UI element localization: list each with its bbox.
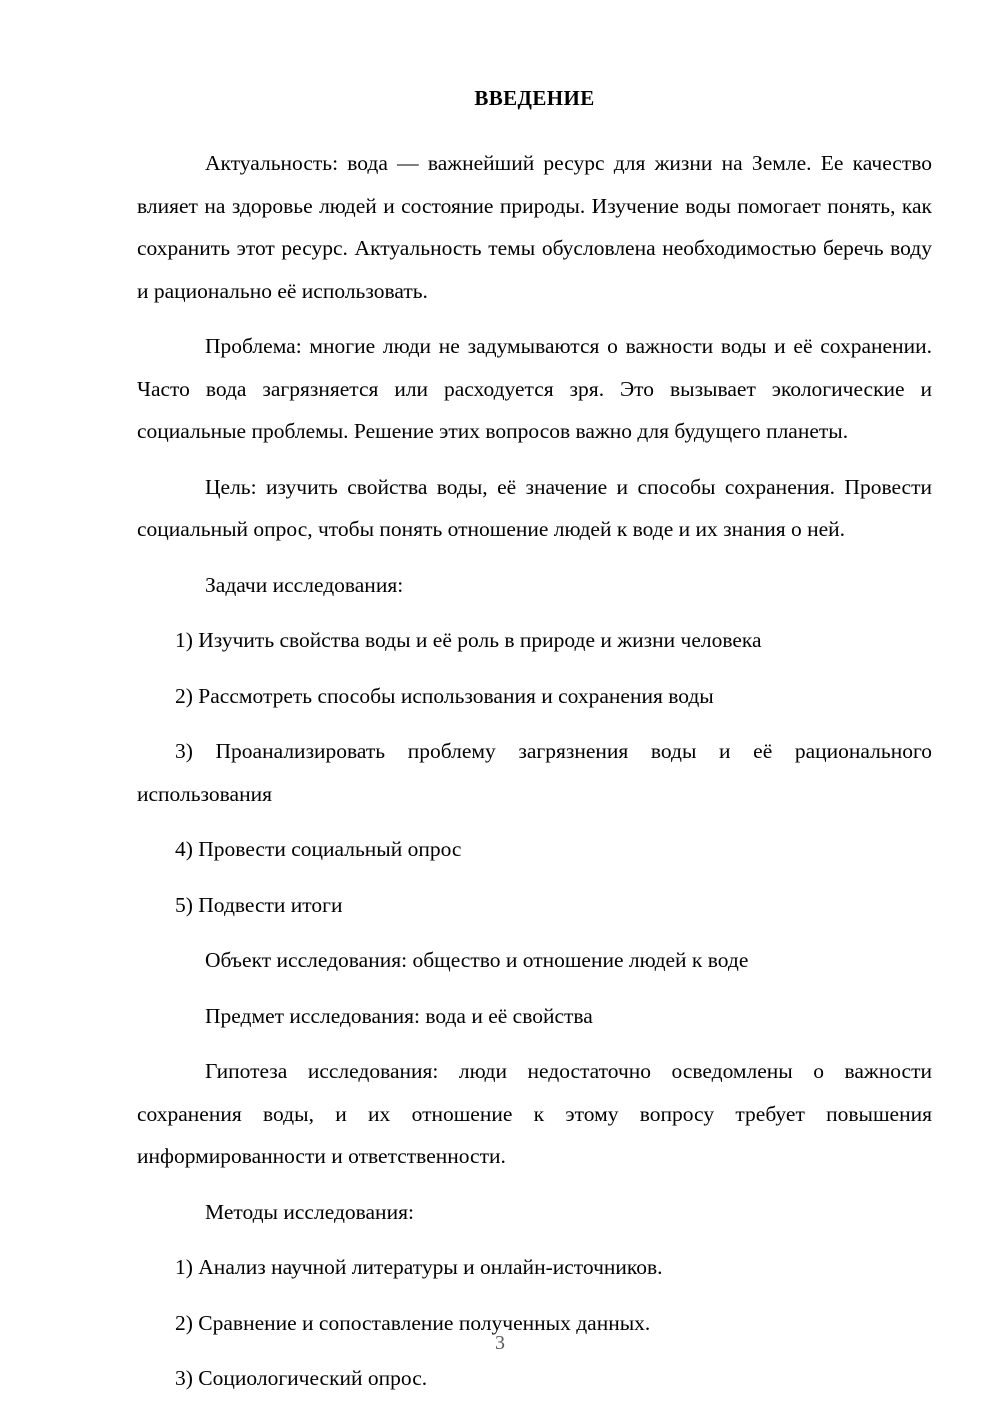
paragraph-problem-block xyxy=(137,325,932,453)
method-item-3-block xyxy=(137,1357,932,1400)
methods-heading-block xyxy=(137,1191,932,1234)
paragraph-hypothesis: Гипотеза исследования: люди недостаточно осведомлены о важности сохранения воды, и их отношение к этому вопросу требует повышения информированности и ответственности. xyxy=(137,1059,932,1168)
tasks-heading: Задачи исследования: xyxy=(205,572,404,597)
page-number: 3 xyxy=(495,1332,505,1354)
task-item-1-block xyxy=(137,619,932,662)
object-of-research: Объект исследования: общество и отношение людей к воде xyxy=(205,948,749,972)
task-item-5: 5) Подвести итоги xyxy=(175,892,343,917)
paragraph-problem: Проблема: многие люди не задумываются о важности воды и её сохранении. Часто вода загрязняется или расходуется зря. Это вызывает экологические и социальные проблемы. Решение этих вопросов важно для будущего планеты. xyxy=(137,334,932,443)
task-item-4: 4) Провести социальный опрос xyxy=(175,837,462,861)
task-item-4-block xyxy=(137,828,932,871)
task-item-3-block xyxy=(137,730,932,815)
task-item-3: 3) Проанализировать проблему загрязнения воды и её рационального использования xyxy=(137,739,932,806)
page-title: ВВЕДЕНИЕ xyxy=(474,86,595,110)
tasks-heading-block xyxy=(137,564,932,607)
method-item-3: 3) Социологический опрос. xyxy=(175,1366,428,1390)
subject-of-research: Предмет исследования: вода и её свойства xyxy=(205,1003,593,1028)
task-item-2: 2) Рассмотреть способы использования и сохранения воды xyxy=(175,683,714,708)
paragraph-hypothesis-block xyxy=(137,1050,932,1178)
task-item-5-block xyxy=(137,884,932,927)
object-of-research-block xyxy=(137,939,932,982)
task-item-1: 1) Изучить свойства воды и её роль в природе и жизни человека xyxy=(175,628,762,652)
paragraph-goal-block xyxy=(137,466,932,551)
document-body xyxy=(137,88,932,1400)
method-item-2: 2) Сравнение и сопоставление полученных данных. xyxy=(175,1310,651,1335)
task-item-2-block xyxy=(137,675,932,718)
methods-heading: Методы исследования: xyxy=(205,1199,414,1224)
method-item-1: 1) Анализ научной литературы и онлайн-источников. xyxy=(175,1255,663,1279)
paragraph-relevance: Актуальность: вода — важнейший ресурс для жизни на Земле. Ее качество влияет на здоровье людей и состояние природы. Изучение воды помогает понять, как сохранить этот ресурс. Актуальность темы обусловлена необходимостью беречь воду и рационально её использовать. xyxy=(137,151,932,303)
paragraph-relevance-block xyxy=(137,142,932,312)
subject-of-research-block xyxy=(137,995,932,1038)
paragraph-goal: Цель: изучить свойства воды, её значение и способы сохранения. Провести социальный опрос, чтобы понять отношение людей к воде и их знания о ней. xyxy=(137,474,932,541)
method-item-1-block xyxy=(137,1246,932,1289)
